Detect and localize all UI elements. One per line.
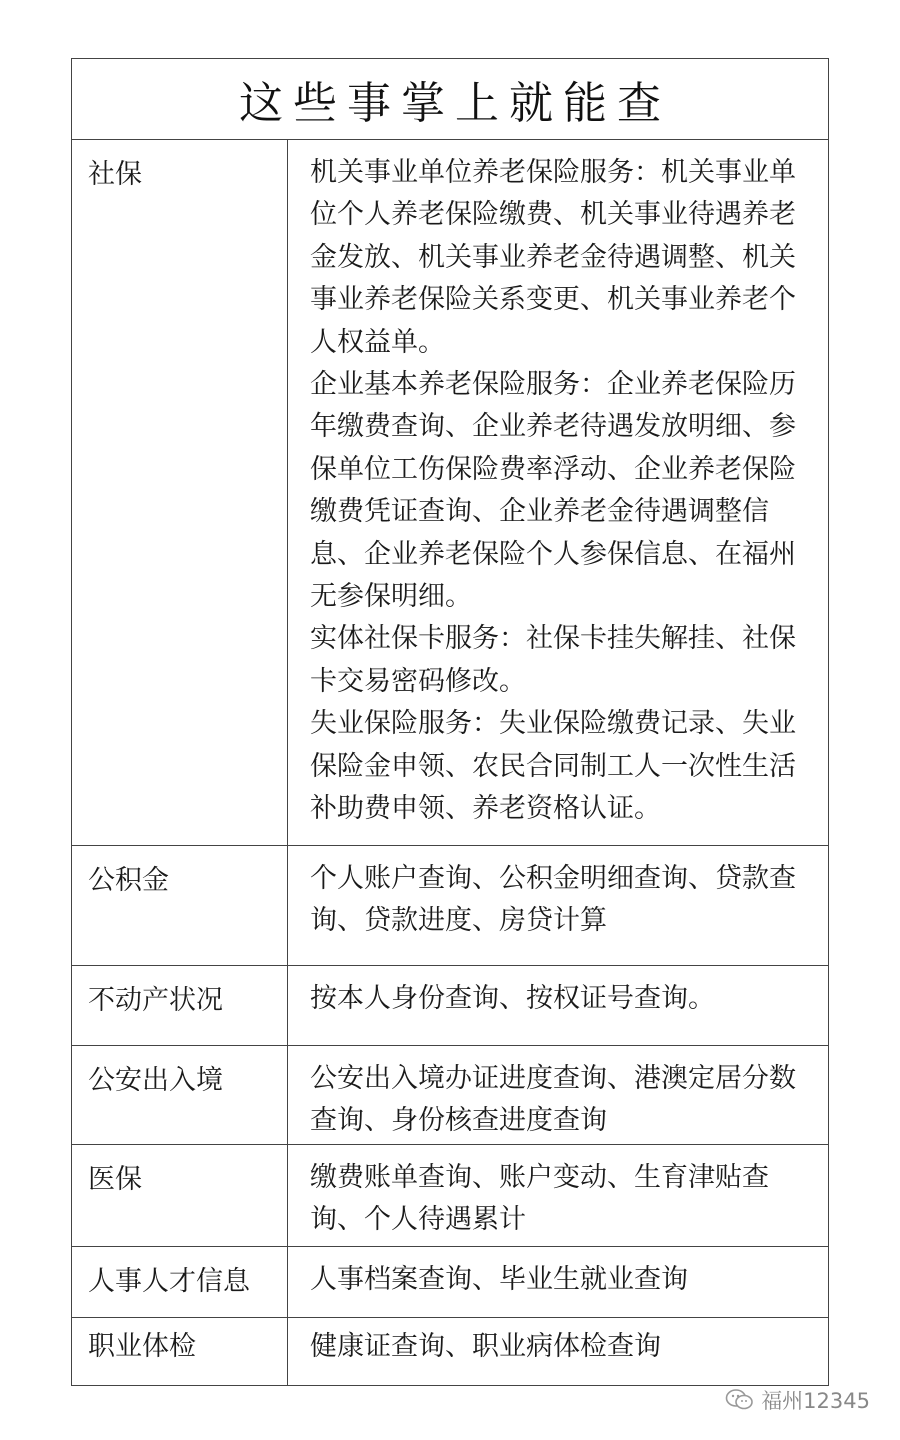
category-content <box>310 1326 810 1368</box>
category-label: 人事人才信息 <box>88 1266 250 1297</box>
category-content <box>310 1259 810 1301</box>
table-row-personnel-info <box>72 1247 828 1318</box>
category-content <box>310 858 810 943</box>
content-paragraph: 个人账户查询、公积金明细查询、贷款查询、贷款进度、房贷计算 <box>310 863 796 937</box>
table-header <box>72 59 828 140</box>
watermark <box>725 1386 870 1414</box>
table-title: 这些事掌上就能查 <box>239 78 671 129</box>
services-table <box>71 58 829 1386</box>
watermark-text: 福州12345 <box>761 1389 870 1413</box>
category-content <box>310 1157 810 1242</box>
content-paragraph: 公安出入境办证进度查询、港澳定居分数查询、身份核查进度查询 <box>310 1063 796 1137</box>
category-content <box>310 1058 810 1143</box>
content-paragraph: 健康证查询、职业病体检查询 <box>310 1331 661 1362</box>
content-paragraph: 实体社保卡服务：社保卡挂失解挂、社保卡交易密码修改。 <box>310 623 796 697</box>
table-row-social-insurance <box>72 140 828 846</box>
category-label: 公积金 <box>88 865 169 896</box>
category-label: 不动产状况 <box>88 985 223 1016</box>
content-paragraph: 人事档案查询、毕业生就业查询 <box>310 1264 688 1295</box>
category-content <box>310 978 810 1020</box>
category-label: 公安出入境 <box>88 1065 223 1096</box>
content-paragraph: 缴费账单查询、账户变动、生育津贴查询、个人待遇累计 <box>310 1162 769 1236</box>
category-label: 社保 <box>88 159 142 190</box>
table-row-housing-fund <box>72 846 828 966</box>
table-row-medical-insurance <box>72 1145 828 1247</box>
content-paragraph: 机关事业单位养老保险服务：机关事业单位个人养老保险缴费、机关事业待遇养老金发放、机关事业养老金待遇调整、机关事业养老保险关系变更、机关事业养老个人权益单。 <box>310 157 796 358</box>
content-paragraph: 失业保险服务：失业保险缴费记录、失业保险金申领、农民合同制工人一次性生活补助费申领、养老资格认证。 <box>310 708 796 825</box>
table-row-occupational-exam <box>72 1318 828 1385</box>
content-paragraph: 按本人身份查询、按权证号查询。 <box>310 983 715 1014</box>
wechat-icon <box>725 1388 755 1412</box>
content-paragraph: 企业基本养老保险服务：企业养老保险历年缴费查询、企业养老待遇发放明细、参保单位工伤保险费率浮动、企业养老保险缴费凭证查询、企业养老金待遇调整信息、企业养老保险个人参保信息、在福州无参保明细。 <box>310 369 796 613</box>
table-row-exit-entry <box>72 1046 828 1145</box>
category-content <box>310 152 810 831</box>
category-label: 医保 <box>88 1164 142 1195</box>
table-row-real-estate <box>72 966 828 1046</box>
category-label: 职业体检 <box>88 1331 196 1362</box>
